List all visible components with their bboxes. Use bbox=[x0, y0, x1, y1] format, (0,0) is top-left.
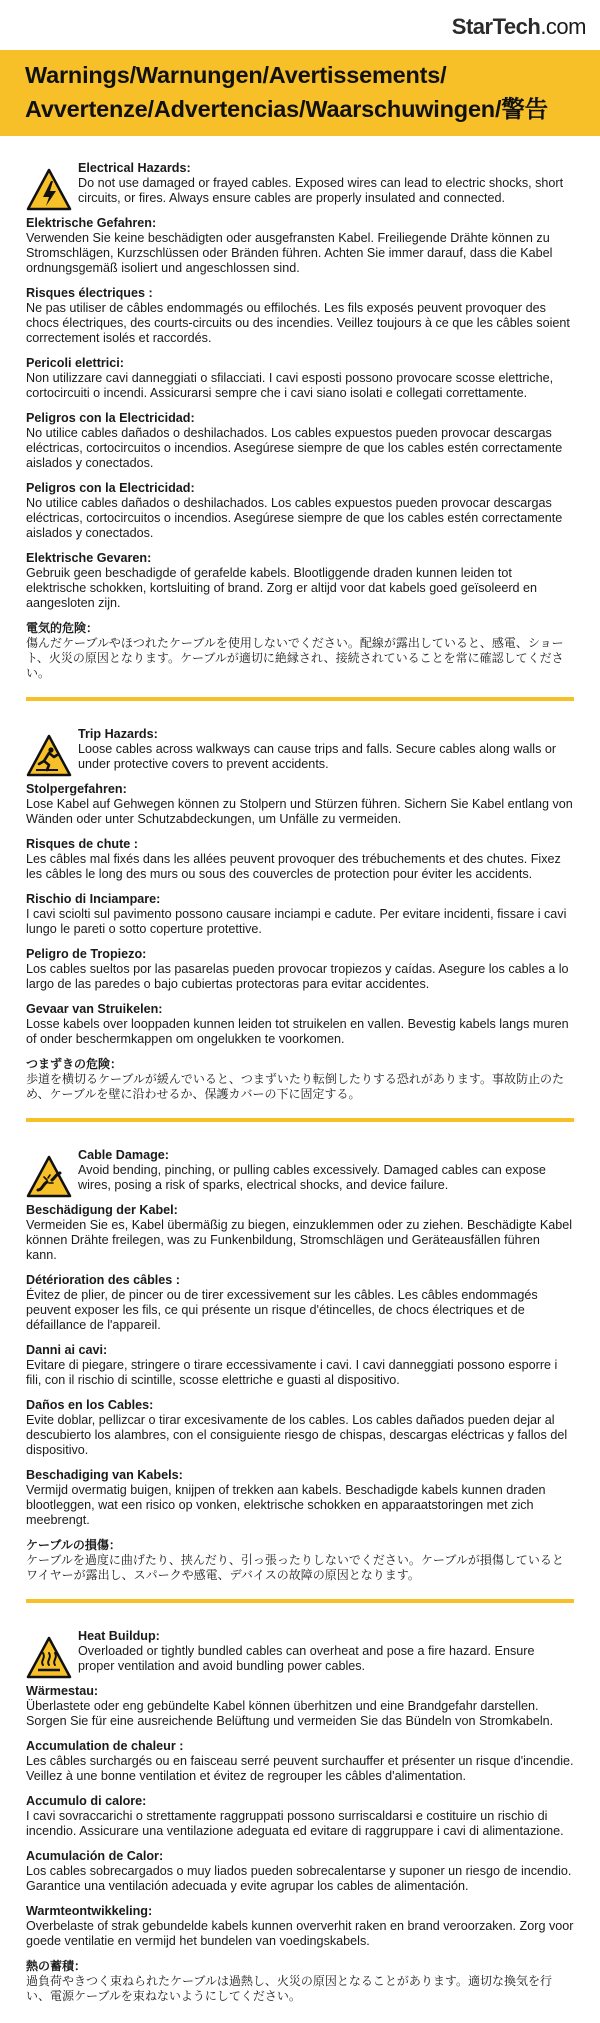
warning-block bbox=[26, 1959, 574, 2004]
warning-heading: つまずきの危険： bbox=[26, 1057, 123, 1071]
section-lead bbox=[26, 727, 574, 782]
warning-heading: Rischio di Inciampare: bbox=[26, 892, 161, 906]
warning-block bbox=[78, 161, 574, 206]
warning-block bbox=[26, 411, 574, 471]
warning-block bbox=[26, 892, 574, 937]
warning-text: No utilice cables dañados o deshilachados. Los cables expuestos pueden provocar descargas eléctricas, cortocircuitos o incendios. Asegúrese siempre de que los cables estén correctamente aislados y conectados. bbox=[26, 496, 563, 540]
warning-heading: Elektrische Gevaren: bbox=[26, 551, 152, 565]
trip-hazard-icon bbox=[26, 733, 72, 779]
warning-text: Verwenden Sie keine beschädigten oder ausgefransten Kabel. Freiliegende Drähte können zu Stromschlägen, Kurzschlüssen oder Bränden führen. Achten Sie immer darauf, dass die Kabel ordnungsgemäß isoliert und angeschlossen sind. bbox=[26, 231, 553, 275]
warning-text: I cavi sovraccarichi o strettamente raggruppati possono surriscaldarsi e costituire un rischio di incendio. Assicurare una ventilazione adeguata ed evitare di raggruppare i cavi di alimentazione. bbox=[26, 1809, 564, 1838]
section-divider bbox=[26, 697, 574, 701]
warning-block bbox=[26, 216, 574, 276]
page-title: Warnings/Warnungen/Avertissements/ Avvertenze/Advertencias/Waarschuwingen/警告 bbox=[25, 62, 548, 122]
warning-heading: Accumulation de chaleur : bbox=[26, 1739, 184, 1753]
warning-heading: Risques de chute : bbox=[26, 837, 138, 851]
warning-block bbox=[26, 1273, 574, 1333]
warning-heading: ケーブルの損傷： bbox=[26, 1538, 121, 1552]
warning-text: Les câbles surchargés ou en faisceau serré peuvent surchauffer et présenter un risque d'incendie. Veillez à une bonne ventilation et évitez de regrouper les câbles d'alimentation. bbox=[26, 1754, 574, 1783]
warning-heading: Acumulación de Calor: bbox=[26, 1849, 164, 1863]
warning-text: Lose Kabel auf Gehwegen können zu Stolpern und Stürzen führen. Sichern Sie Kabel entlang von Wänden oder unter Schutzabdeckungen, um Unfälle zu vermeiden. bbox=[26, 797, 573, 826]
warning-block bbox=[26, 1538, 574, 1583]
section-cable-damage bbox=[26, 1138, 574, 1583]
warning-heading: Risques électriques : bbox=[26, 286, 153, 300]
warning-heading: Beschädigung der Kabel: bbox=[26, 1203, 178, 1217]
warning-heading: Gevaar van Struikelen: bbox=[26, 1002, 163, 1016]
warning-block bbox=[26, 1002, 574, 1047]
warning-heading: Wärmestau: bbox=[26, 1684, 99, 1698]
warning-heading: Peligros con la Electricidad: bbox=[26, 411, 195, 425]
warning-block bbox=[26, 1739, 574, 1784]
title-banner bbox=[0, 50, 600, 136]
warning-block bbox=[78, 727, 574, 772]
warning-block bbox=[26, 1203, 574, 1263]
section-trip-hazards bbox=[26, 717, 574, 1102]
section-electrical-hazards bbox=[26, 151, 574, 681]
warning-heading: 電気的危険： bbox=[26, 621, 99, 635]
warning-block bbox=[26, 621, 574, 681]
content bbox=[0, 136, 600, 2004]
warning-heading: Heat Buildup: bbox=[78, 1629, 160, 1643]
warning-text: Vermijd overmatig buigen, knijpen of trekken aan kabels. Beschadigde kabels kunnen draden blootleggen, wat een risico op vonken, elektrische schokken en apparaatstoringen met zich meebrengt. bbox=[26, 1483, 546, 1527]
warning-text: No utilice cables dañados o deshilachados. Los cables expuestos pueden provocar descargas eléctricas, cortocircuitos o incendios. Asegúrese siempre de que los cables estén correctamente aislados y conectados. bbox=[26, 426, 563, 470]
warning-text: Gebruik geen beschadigde of gerafelde kabels. Blootliggende draden kunnen leiden tot elektrische schokken, kortsluiting of brand. Zorg er altijd voor dat kabels goed geïsoleerd en aangesloten zijn. bbox=[26, 566, 538, 610]
warning-heading: Détérioration des câbles : bbox=[26, 1273, 180, 1287]
warning-block bbox=[26, 1684, 574, 1729]
warning-text: Les câbles mal fixés dans les allées peuvent provoquer des trébuchements et des chutes. Fixez les câbles le long des murs ou sous des couvercles de protection pour éviter les accidents. bbox=[26, 852, 561, 881]
warning-block bbox=[26, 947, 574, 992]
warning-heading: Trip Hazards: bbox=[78, 727, 158, 741]
warning-heading: Warmteontwikkeling: bbox=[26, 1904, 153, 1918]
warning-text: Losse kabels over looppaden kunnen leiden tot struikelen en vallen. Bevestig kabels langs muren of onder beschermkappen om ongelukken te voorkomen. bbox=[26, 1017, 569, 1046]
warning-text: Do not use damaged or frayed cables. Exposed wires can lead to electric shocks, short circuits, or fires. Always ensure cables are properly insulated and connected. bbox=[78, 176, 564, 205]
warning-text: Avoid bending, pinching, or pulling cables excessively. Damaged cables can expose wires, posing a risk of sparks, electrical shocks, and device failure. bbox=[78, 1163, 546, 1192]
section-lead bbox=[26, 1629, 574, 1684]
warning-block bbox=[26, 782, 574, 827]
section-heat-buildup bbox=[26, 1619, 574, 2004]
section-divider bbox=[26, 1118, 574, 1122]
warning-block bbox=[26, 1794, 574, 1839]
cable-damage-icon bbox=[26, 1154, 72, 1200]
warning-heading: Pericoli elettrici: bbox=[26, 356, 124, 370]
warning-block bbox=[26, 286, 574, 346]
warning-heading: Elektrische Gefahren: bbox=[26, 216, 157, 230]
warning-text: Loose cables across walkways can cause trips and falls. Secure cables along walls or under protective covers to prevent accidents. bbox=[78, 742, 557, 771]
warning-text: Evitare di piegare, stringere o tirare eccessivamente i cavi. I cavi danneggiati possono esporre i fili, con il rischio di scintille, scosse elettriche e guasti al dispositivo. bbox=[26, 1358, 558, 1387]
section-lead bbox=[26, 1148, 574, 1203]
warning-heading: Peligros con la Electricidad: bbox=[26, 481, 195, 495]
warning-heading: Danni ai cavi: bbox=[26, 1343, 108, 1357]
warning-heading: 熱の蓄積： bbox=[26, 1959, 87, 1973]
warning-heading: Peligro de Tropiezo: bbox=[26, 947, 147, 961]
warning-text: ケーブルを過度に曲げたり、挟んだり、引っ張ったりしないでください。ケーブルが損傷しているとワイヤーが露出し、スパークや感電、デバイスの故障の原因となります。 bbox=[26, 1553, 564, 1582]
warning-text: Vermeiden Sie es, Kabel übermäßig zu biegen, einzuklemmen oder zu ziehen. Beschädigte Kabel können Drähte freilegen, was zu Funkenbildung, Stromschlägen und Geräteausfällen führen kann. bbox=[26, 1218, 573, 1262]
warning-text: Evite doblar, pellizcar o tirar excesivamente de los cables. Los cables dañados pueden dejar al descubierto los alambres, con el consiguiente riesgo de chispas, descargas eléctricas y fallos del dispositivo. bbox=[26, 1413, 568, 1457]
warning-text: Los cables sueltos por las pasarelas pueden provocar tropiezos y caídas. Asegure los cables a lo largo de las paredes o bajo cubiertas protectoras para evitar accidentes. bbox=[26, 962, 569, 991]
section-lead bbox=[26, 161, 574, 216]
logo-row bbox=[0, 0, 600, 50]
warning-text: Overloaded or tightly bundled cables can overheat and pose a fire hazard. Ensure proper ventilation and avoid bundling power cables. bbox=[78, 1644, 535, 1673]
warning-block bbox=[78, 1148, 574, 1193]
section-divider bbox=[26, 1599, 574, 1603]
warning-block bbox=[26, 551, 574, 611]
warning-text: Overbelaste of strak gebundelde kabels kunnen oververhit raken en brand veroorzaken. Zorg voor goede ventilatie en vermijd het bundelen van voedingskabels. bbox=[26, 1919, 574, 1948]
warning-block bbox=[26, 481, 574, 541]
warning-text: Évitez de plier, de pincer ou de tirer excessivement sur les câbles. Les câbles endommagés peuvent exposer les fils, ce qui présente un risque d'étincelles, de chocs électriques et de défaillance de l'appareil. bbox=[26, 1288, 538, 1332]
startech-logo: StarTech.com bbox=[451, 14, 586, 39]
warning-heading: Cable Damage: bbox=[78, 1148, 169, 1162]
electrical-hazard-icon bbox=[26, 167, 72, 213]
heat-buildup-icon bbox=[26, 1635, 72, 1681]
warning-text: 歩道を横切るケーブルが緩んでいると、つまずいたり転倒したりする恐れがあります。事故防止のため、ケーブルを壁に沿わせるか、保護カバーの下に固定する。 bbox=[26, 1072, 564, 1101]
warning-text: 傷んだケーブルやほつれたケーブルを使用しないでください。配線が露出していると、感電、ショート、火災の原因となります。ケーブルが適切に絶縁され、接続されていることを常に確認してください。 bbox=[26, 636, 564, 680]
warning-heading: Stolpergefahren: bbox=[26, 782, 127, 796]
warning-heading: Electrical Hazards: bbox=[78, 161, 191, 175]
warning-block bbox=[26, 1057, 574, 1102]
warning-text: I cavi sciolti sul pavimento possono causare inciampi e cadute. Per evitare incidenti, fissare i cavi lungo le pareti o sotto coperture protettive. bbox=[26, 907, 567, 936]
warning-block bbox=[26, 1904, 574, 1949]
warning-text: Ne pas utiliser de câbles endommagés ou effilochés. Les fils exposés peuvent provoquer des chocs électriques, des courts-circuits ou des incendies. Veillez toujours à ce que les câbles soient correctement isolés et raccordés. bbox=[26, 301, 570, 345]
warning-heading: Daños en los Cables: bbox=[26, 1398, 154, 1412]
warning-block bbox=[26, 1398, 574, 1458]
warning-block bbox=[26, 1343, 574, 1388]
warning-block bbox=[26, 1849, 574, 1894]
warning-text: 過負荷やきつく束ねられたケーブルは過熱し、火災の原因となることがあります。適切な換気を行い、電源ケーブルを束ねないようにしてください。 bbox=[26, 1974, 552, 2003]
warning-block bbox=[26, 356, 574, 401]
warning-block bbox=[26, 837, 574, 882]
warning-heading: Accumulo di calore: bbox=[26, 1794, 147, 1808]
warning-block bbox=[78, 1629, 574, 1674]
warning-block bbox=[26, 1468, 574, 1528]
warning-heading: Beschadiging van Kabels: bbox=[26, 1468, 183, 1482]
warning-text: Überlastete oder eng gebündelte Kabel können überhitzen und eine Brandgefahr darstellen. Sorgen Sie für eine ausreichende Belüftung und vermeiden Sie das Bündeln von Stromkabeln. bbox=[26, 1699, 554, 1728]
warning-text: Non utilizzare cavi danneggiati o sfilacciati. I cavi esposti possono provocare scosse elettriche, cortocircuiti o incendi. Assicurarsi sempre che i cavi siano isolati e collegati correttamente. bbox=[26, 371, 554, 400]
warning-text: Los cables sobrecargados o muy liados pueden sobrecalentarse y suponer un riesgo de incendio. Garantice una ventilación adecuada y evite agrupar los cables de alimentación. bbox=[26, 1864, 572, 1893]
